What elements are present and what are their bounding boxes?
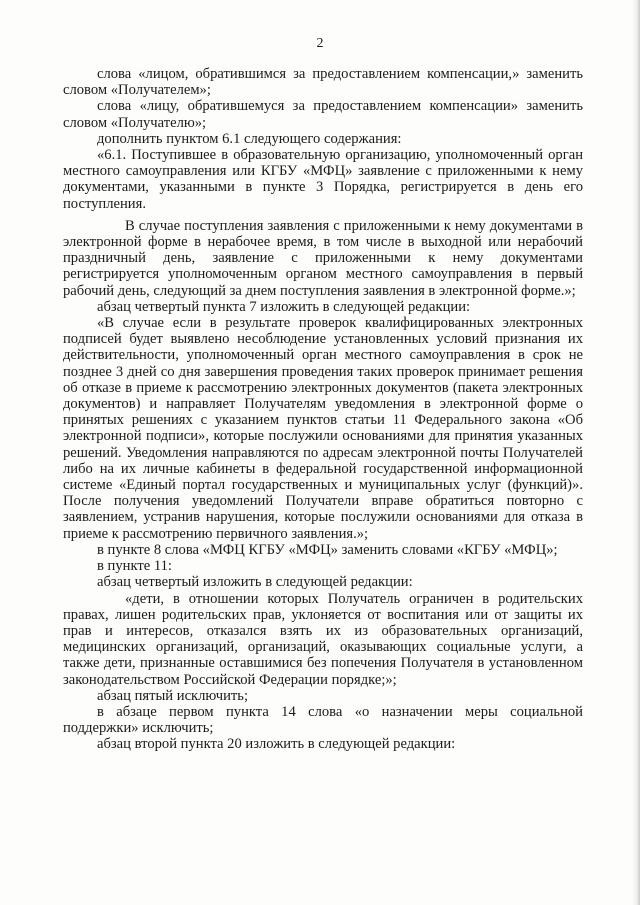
paragraph-12: абзац пятый исключить; <box>97 687 249 704</box>
paragraph-3: дополнить пунктом 6.1 следующего содержания: <box>97 130 402 147</box>
paragraph-8: в пункте 8 слова «МФЦ КГБУ «МФЦ» заменить словами «КГБУ «МФЦ»; <box>97 541 558 558</box>
paragraph-4: «6.1. Поступившее в образовательную организацию, уполномоченный орган местного самоуправления или КГБУ «МФЦ» заявление с приложенными к нему документами, указанными в пункте 3 Порядка, регистрируется в день его поступления. <box>63 147 583 212</box>
page-edge-shadow <box>632 0 640 905</box>
paragraph-6: абзац четвертый пункта 7 изложить в следующей редакции: <box>97 298 471 315</box>
paragraph-14: абзац второй пункта 20 изложить в следующей редакции: <box>97 736 456 753</box>
paragraph-9: в пункте 11: <box>97 558 172 575</box>
paragraph-10: абзац четвертый изложить в следующей редакции: <box>97 574 413 591</box>
paragraph-13: в абзаце первом пункта 14 слова «о назначении меры социальной поддержки» исключить; <box>63 703 583 737</box>
paragraph-5: В случае поступления заявления с приложенными к нему документами в электронной форме в нерабочее время, в том числе в выходной или нерабочий праздничный день, заявление с приложенными к нему документами регистрируется уполномоченным органом местного самоуправления в первый рабочий день, следующий за днем поступления заявления в электронной форме.»; <box>63 217 583 299</box>
page-number: 2 <box>316 36 324 51</box>
paragraph-7: «В случае если в результате проверок квалифицированных электронных подписей будет выявлено несоблюдение установленных условий признания их действительности, уполномоченный орган местного самоуправления в срок не позднее 3 дней со дня завершения проведения таких проверок принимает решения об отказе в приеме к рассмотрению электронных документов (пакета электронных документов) и направляет Получателям уведомления в электронной форме о принятых решениях с указанием пунктов статьи 11 Федерального закона «Об электронной подписи», которые послужили основаниями для принятия указанных решений. Уведомления направляются по адресам электронной почты Получателей либо на их личные кабинеты в федеральной государственной информационной системе «Единый портал государственных и муниципальных услуг (функций)». После получения уведомлений Получатели вправе обратиться повторно с заявлением, устранив нарушения, которые послужили основаниями для отказа в приеме к рассмотрению первичного заявления.»; <box>63 315 583 542</box>
paragraph-1: слова «лицом, обратившимся за предоставлением компенсации,» заменить словом «Получателем»; <box>63 66 583 99</box>
paragraph-11: «дети, в отношении которых Получатель ограничен в родительских правах, лишен родительских прав, уклоняется от воспитания или от защиты их прав и интересов, отказался взять их из образовательных организаций, медицинских организаций, организаций, оказывающих социальные услуги, а также дети, признанные оставшимися без попечения Получателя в установленном законодательством Российской Федерации порядке;»; <box>63 590 583 688</box>
paragraph-2: слова «лицу, обратившемуся за предоставлением компенсации» заменить словом «Получателю»; <box>63 98 583 131</box>
document-body <box>63 66 583 753</box>
